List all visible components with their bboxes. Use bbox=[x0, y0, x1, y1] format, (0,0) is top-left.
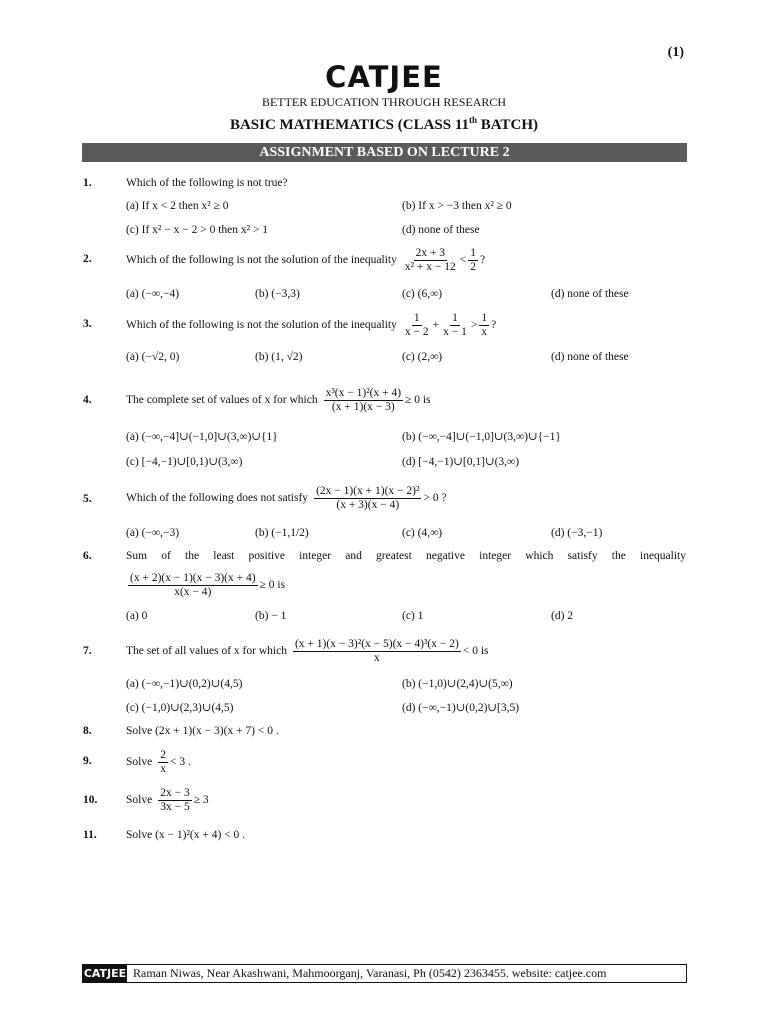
question-stem: The set of all values of x for which bbox=[126, 645, 287, 657]
question-stem: Solve bbox=[126, 725, 153, 737]
question-end: ? bbox=[491, 319, 497, 331]
question-stem: Which of the following is not the solution of the inequality bbox=[126, 319, 397, 331]
numerator: 1 bbox=[452, 311, 458, 324]
numerator: 1 bbox=[481, 311, 488, 324]
question-number: 8. bbox=[83, 725, 92, 737]
course-title-end: BATCH) bbox=[477, 117, 539, 133]
fraction bbox=[324, 387, 403, 414]
fraction bbox=[468, 247, 478, 274]
question-stem: Solve bbox=[126, 829, 153, 841]
option-d: (d) none of these bbox=[551, 351, 629, 363]
numerator: 2x − 3 bbox=[160, 786, 190, 799]
denominator: x − 2 bbox=[404, 325, 429, 338]
page-number: (1) bbox=[667, 45, 684, 60]
relation: < bbox=[459, 254, 467, 266]
option-d: (d) (−3,−1) bbox=[551, 527, 603, 539]
question-text bbox=[126, 380, 431, 420]
relation: > bbox=[470, 319, 478, 331]
option-b: (b) − 1 bbox=[255, 610, 287, 622]
option-b: (b) If x > −3 then x² ≥ 0 bbox=[402, 200, 512, 212]
question-number: 1. bbox=[83, 177, 92, 189]
denominator: x − 1 bbox=[443, 325, 467, 338]
option-d: (d) (−∞,−1)∪(0,2)∪[3,5) bbox=[402, 702, 520, 714]
assignment-banner: ASSIGNMENT BASED ON LECTURE 2 bbox=[82, 143, 687, 162]
operator: + bbox=[432, 319, 440, 331]
option-d: (d) none of these bbox=[402, 224, 480, 236]
denominator: x bbox=[374, 651, 380, 664]
footer bbox=[82, 964, 687, 983]
question-number: 7. bbox=[83, 645, 92, 657]
question-end: ? bbox=[480, 254, 486, 266]
question-text: Sum of the least positive integer and greatest negative integer which satisfy the inequality bbox=[126, 550, 686, 562]
question-number: 3. bbox=[83, 318, 92, 330]
fraction bbox=[403, 312, 431, 339]
option-c: (c) (4,∞) bbox=[402, 527, 443, 539]
question-stem: Which of the following does not satisfy bbox=[126, 492, 309, 504]
fraction bbox=[128, 572, 258, 599]
option-b: (b) (−3,3) bbox=[255, 288, 300, 300]
question-text bbox=[126, 780, 209, 820]
fraction bbox=[158, 787, 192, 814]
question-expression: (x − 1)²(x + 4) < 0 . bbox=[155, 829, 246, 841]
question-expression bbox=[126, 565, 285, 605]
question-stem: The complete set of values of x for which bbox=[126, 394, 318, 406]
option-a: (a) (−∞,−1)∪(0,2)∪(4,5) bbox=[126, 678, 243, 690]
question-number: 11. bbox=[83, 829, 97, 841]
question-number: 6. bbox=[83, 550, 92, 562]
numerator: (x + 1)(x − 3)²(x − 5)(x − 4)³(x − 2) bbox=[294, 637, 459, 650]
denominator: 3x − 5 bbox=[160, 800, 190, 813]
fraction bbox=[314, 485, 421, 512]
question-end: ≥ 0 is bbox=[405, 394, 431, 406]
option-a: (a) (−∞,−4) bbox=[126, 288, 180, 300]
fraction bbox=[479, 312, 489, 339]
fraction bbox=[293, 638, 461, 665]
question-number: 4. bbox=[83, 394, 92, 406]
question-text bbox=[126, 478, 447, 518]
numerator: 1 bbox=[413, 311, 420, 324]
option-a: (a) (−√2, 0) bbox=[126, 351, 180, 363]
option-b: (b) (−∞,−4]∪(−1,0]∪(3,∞)∪{−1} bbox=[402, 431, 561, 443]
denominator: 2 bbox=[470, 260, 477, 273]
question-end: > 0 ? bbox=[423, 492, 447, 504]
option-a: (a) (−∞,−4]∪(−1,0]∪(3,∞)∪{1} bbox=[126, 431, 278, 443]
question-text bbox=[126, 631, 488, 671]
option-a: (a) 0 bbox=[126, 610, 148, 622]
footer-address: Raman Niwas, Near Akashwani, Mahmoorganj, Varanasi, Ph (0542) 2363455. website: catjee.com bbox=[133, 966, 607, 980]
numerator: 2x + 3 bbox=[415, 246, 446, 259]
option-b: (b) (1, √2) bbox=[255, 351, 303, 363]
question-number: 2. bbox=[83, 253, 92, 265]
option-d: (d) [−4,−1)∪[0,1]∪(3,∞) bbox=[402, 456, 520, 468]
question-end: < 0 is bbox=[462, 645, 489, 657]
numerator: 2 bbox=[160, 748, 166, 761]
denominator: x² + x − 12 bbox=[404, 260, 456, 273]
question-text bbox=[126, 725, 279, 737]
question-text bbox=[126, 829, 245, 841]
numerator: (2x − 1)(x + 1)(x − 2)² bbox=[316, 484, 420, 497]
question-number: 5. bbox=[83, 493, 92, 505]
tagline: BETTER EDUCATION THROUGH RESEARCH bbox=[261, 95, 507, 109]
option-c: (c) If x² − x − 2 > 0 then x² > 1 bbox=[126, 224, 269, 236]
question-text bbox=[126, 305, 496, 345]
denominator: x(x − 4) bbox=[174, 585, 212, 598]
option-d: (d) none of these bbox=[551, 288, 629, 300]
question-stem: Which of the following is not the solution of the inequality bbox=[126, 254, 397, 266]
fraction bbox=[158, 749, 168, 776]
footer-logo: CATJEE bbox=[83, 967, 127, 980]
option-b: (b) (−1,1/2) bbox=[255, 527, 309, 539]
fraction bbox=[403, 247, 458, 274]
question-text: Which of the following is not true? bbox=[126, 177, 288, 189]
course-title-sup: th bbox=[469, 115, 478, 125]
question-number: 10. bbox=[83, 794, 98, 806]
option-c: (c) (−1,0)∪(2,3)∪(4,5) bbox=[126, 702, 234, 714]
denominator: (x + 1)(x − 3) bbox=[331, 400, 395, 413]
numerator: 1 bbox=[470, 246, 477, 259]
option-b: (b) (−1,0)∪(2,4)∪(5,∞) bbox=[402, 678, 513, 690]
option-c: (c) (6,∞) bbox=[402, 288, 443, 300]
option-c: (c) 1 bbox=[402, 610, 424, 622]
question-end: < 3 . bbox=[169, 756, 191, 768]
question-stem: Solve bbox=[126, 756, 153, 768]
numerator: x³(x − 1)²(x + 4) bbox=[325, 386, 402, 399]
option-c: (c) [−4,−1)∪[0,1)∪(3,∞) bbox=[126, 456, 243, 468]
denominator: x bbox=[481, 325, 488, 338]
course-title-main: BASIC MATHEMATICS (CLASS 11 bbox=[229, 117, 470, 133]
denominator: x bbox=[160, 762, 166, 775]
option-d: (d) 2 bbox=[551, 610, 574, 622]
option-a: (a) (−∞,−3) bbox=[126, 527, 180, 539]
question-text bbox=[126, 742, 191, 782]
question-text bbox=[126, 240, 485, 280]
numerator: (x + 2)(x − 1)(x − 3)(x + 4) bbox=[130, 571, 256, 584]
course-title bbox=[0, 115, 768, 134]
brand-logo-text: CATJEE bbox=[325, 60, 443, 94]
option-c: (c) (2,∞) bbox=[402, 351, 443, 363]
option-a: (a) If x < 2 then x² ≥ 0 bbox=[126, 200, 229, 212]
fraction bbox=[441, 312, 469, 339]
question-end: ≥ 0 is bbox=[259, 579, 286, 591]
question-expression: (2x + 1)(x − 3)(x + 7) < 0 . bbox=[155, 725, 279, 737]
question-number: 9. bbox=[83, 755, 92, 767]
denominator: (x + 3)(x − 4) bbox=[336, 498, 400, 511]
question-end: ≥ 3 bbox=[193, 794, 209, 806]
question-stem: Solve bbox=[126, 794, 153, 806]
